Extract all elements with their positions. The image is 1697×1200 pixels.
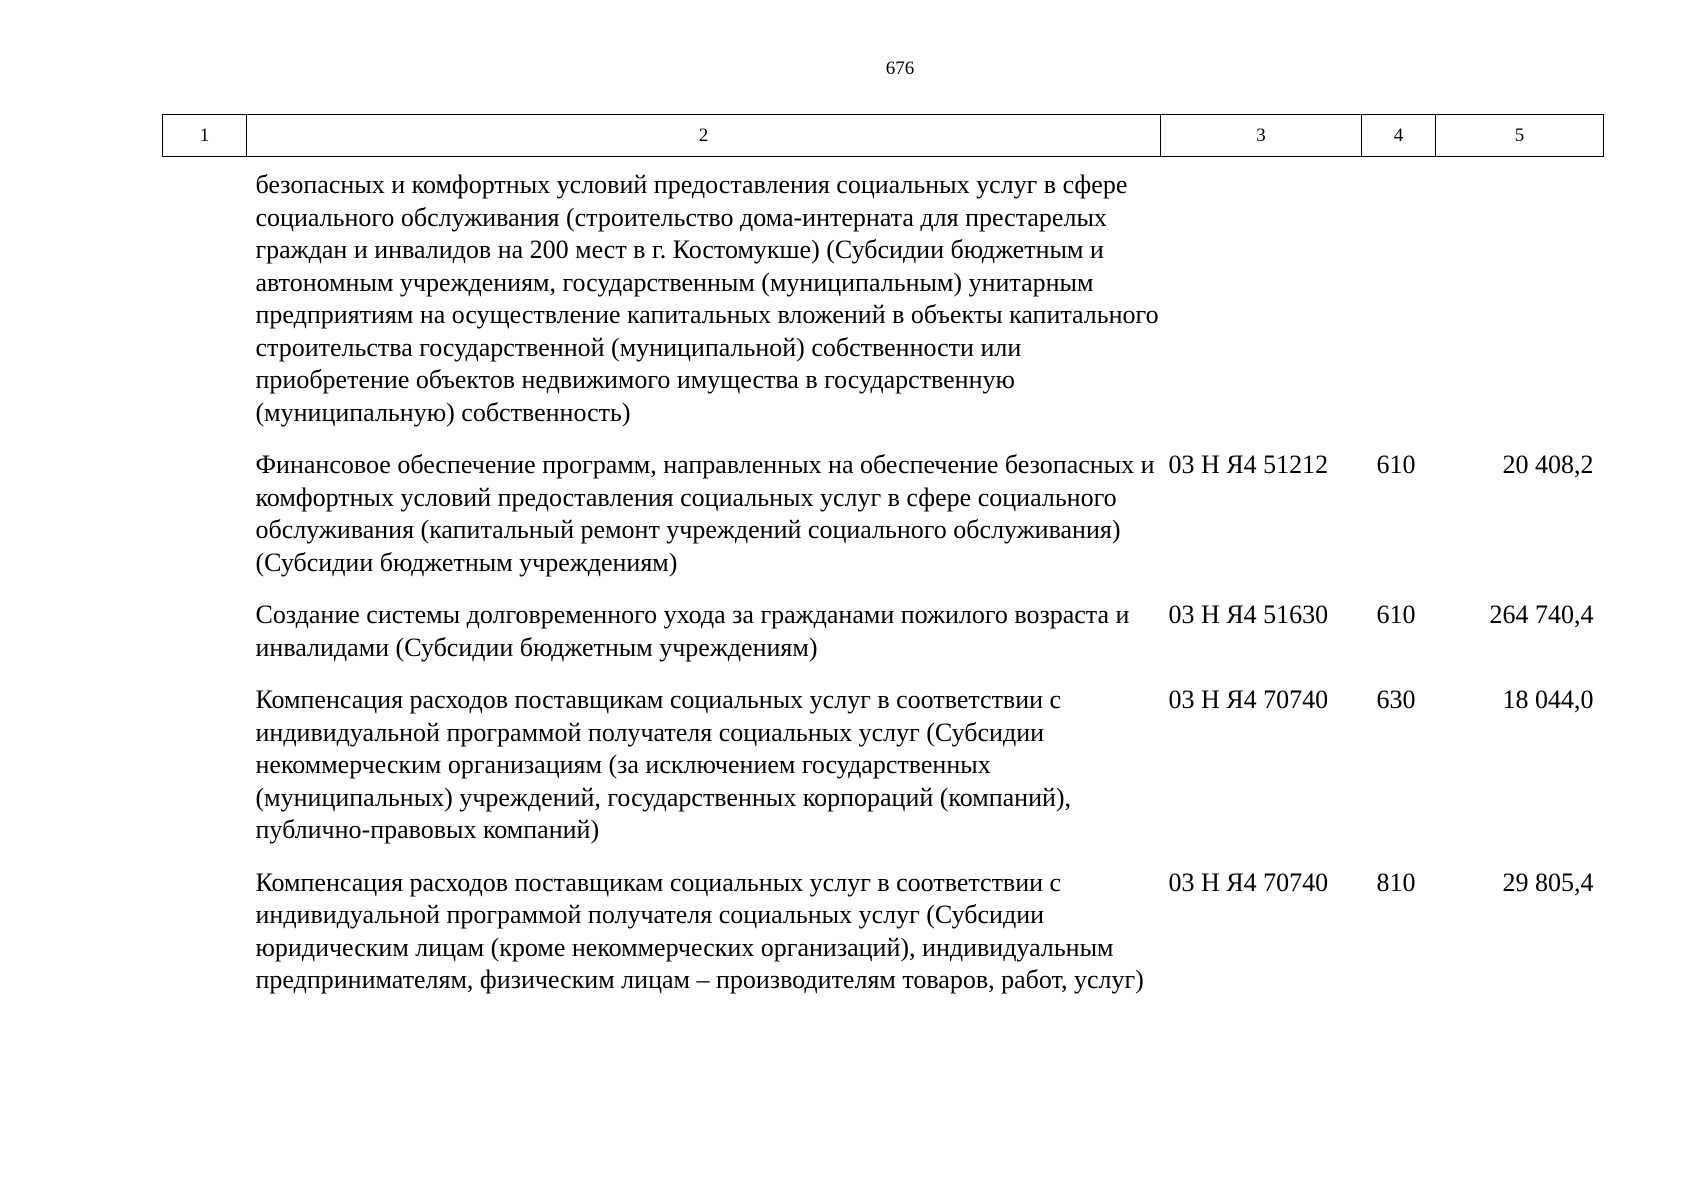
row-expense-group: 810 <box>1376 867 1416 897</box>
row-target-code: 03 Н Я4 51630 <box>1168 600 1329 629</box>
column-number-5: 5 <box>1436 115 1604 157</box>
column-number-4: 4 <box>1362 115 1436 157</box>
column-number-2: 2 <box>247 115 1161 157</box>
column-number-3: 3 <box>1161 115 1362 157</box>
row-target-code: 03 Н Я4 70740 <box>1168 867 1329 897</box>
row-description: Компенсация расходов поставщикам социальных услуг в соответствии с индивидуальной программой получателя социальных услуг (Субсидии юридическим лицам (кроме некоммерческих организаций), индивидуальным предпринимателям, физическим лицам – производителям товаров, работ, услуг) <box>255 867 1144 994</box>
row-description: Создание системы долговременного ухода за гражданами пожилого возраста и инвалидами (Субсидии бюджетным учреждениям) <box>255 600 1130 662</box>
row-expense-group: 630 <box>1376 685 1416 714</box>
row-expense-group: 610 <box>1376 450 1416 479</box>
budget-table <box>162 114 1604 1017</box>
table-row <box>163 599 1604 684</box>
row-amount: 20 408,2 <box>1502 450 1594 479</box>
table-row <box>163 684 1604 867</box>
row-amount <box>1436 157 1604 450</box>
row-description: Компенсация расходов поставщикам социальных услуг в соответствии с индивидуальной программой получателя социальных услуг (Субсидии некоммерческим организациям (за исключением государственных (муниципальных) учреждений, государственных корпораций (компаний), публично-правовых компаний) <box>255 685 1072 844</box>
row-target-code: 03 Н Я4 51212 <box>1168 450 1329 479</box>
row-amount: 264 740,4 <box>1489 600 1594 629</box>
column-number-header-row <box>163 115 1604 157</box>
row-number-cell <box>163 449 247 599</box>
row-amount: 18 044,0 <box>1502 685 1594 714</box>
row-expense-group: 610 <box>1376 600 1416 629</box>
row-expense-group <box>1362 157 1436 450</box>
row-amount: 29 805,4 <box>1502 867 1594 897</box>
row-number-cell <box>163 684 247 867</box>
row-number-cell <box>163 867 247 1017</box>
row-number-cell <box>163 599 247 684</box>
row-description: Финансовое обеспечение программ, направленных на обеспечение безопасных и комфортных условий предоставления социальных услуг в сфере социального обслуживания (капитальный ремонт учреждений социального обслуживания) (Субсидии бюджетным учреждениям) <box>255 450 1155 577</box>
row-description: безопасных и комфортных условий предоставления социальных услуг в сфере социального обслуживания (строительство дома-интерната для престарелых граждан и инвалидов на 200 мест в г. Костомукше) (Субсидии бюджетным и автономным учреждениям, государственным (муниципальным) унитарным предприятиям на осуществление капитальных вложений в объекты капитального строительства государственной (муниципальной) собственности или приобретение объектов недвижимого имущества в государственную (муниципальную) собственность) <box>255 170 1159 427</box>
page-number: 676 <box>885 58 915 79</box>
table-row <box>163 157 1604 450</box>
table-row <box>163 449 1604 599</box>
table-row <box>163 867 1604 1017</box>
row-target-code <box>1161 157 1362 450</box>
row-target-code: 03 Н Я4 70740 <box>1168 685 1329 714</box>
column-number-1: 1 <box>163 115 247 157</box>
row-number-cell <box>163 157 247 450</box>
